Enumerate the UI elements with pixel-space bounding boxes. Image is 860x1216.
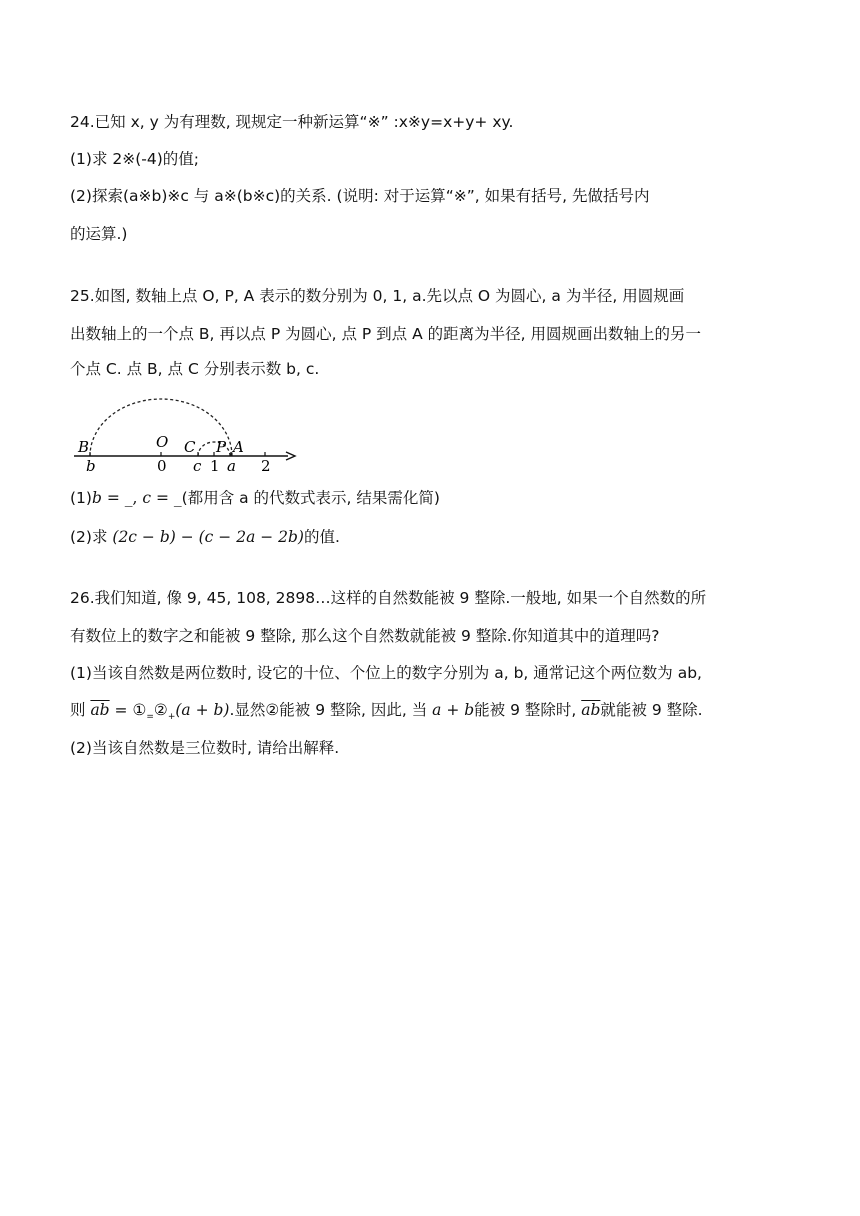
q24-part1: (1)求 2※(-4)的值;: [70, 150, 200, 168]
q25-stem-line3: 个点 C. 点 B, 点 C 分别表示数 b, c.: [70, 360, 320, 378]
q25-part1-eq1: = _,: [101, 489, 143, 507]
q26-part1-end: 就能被 9 整除.: [600, 701, 703, 719]
label-point-C: C: [184, 438, 196, 456]
tick-label-b: b: [86, 457, 96, 472]
q25-part1-prefix: (1): [70, 489, 92, 507]
q26-ab-overline-2: $\overline{ab}$: [581, 701, 601, 719]
q25-part1-var-b: b: [91, 489, 102, 507]
q26-part1-line1: (1)当该自然数是两位数时, 设它的十位、个位上的数字分别为 a, b, 通常记这个两位数为 ab,: [70, 664, 702, 682]
q25-stem-line1: 25.如图, 数轴上点 O, P, A 表示的数分别为 0, 1, a.先以点 O 为圆心, a 为半径, 用圆规画: [70, 287, 685, 305]
label-point-O: O: [156, 433, 169, 451]
q26-ab-overline: $\overline{ab}$: [90, 701, 110, 719]
q26-part1-mid: .显然②能被 9 整除, 因此, 当: [229, 701, 433, 719]
tick-label-a: a: [227, 457, 236, 472]
q26-stem-line2: 有数位上的数字之和能被 9 整除, 那么这个自然数就能被 9 整除.你知道其中的道理吗?: [70, 627, 660, 645]
q24-stem: 24.已知 x, y 为有理数, 现规定一种新运算“※” :x※y=x+y+ xy.: [70, 113, 514, 131]
tick-label-2: 2: [261, 457, 271, 472]
label-point-A: A: [233, 438, 244, 456]
q25-part1: [70, 488, 440, 508]
q26-a-plus-b-2: a + b: [432, 701, 475, 719]
q26-part1-mid2: 能被 9 整除时,: [474, 701, 582, 719]
q25-part1-var-c: c: [142, 489, 152, 507]
q26-sub-plus: +: [167, 712, 176, 722]
q24-part2-line1: (2)探索(a※b)※c 与 a※(b※c)的关系. (说明: 对于运算“※”, 如果有括号, 先做括号内: [70, 187, 650, 205]
q26-eq-blank1: = ①: [109, 701, 147, 719]
tick-label-1: 1: [210, 457, 220, 472]
q26-part1-then: 则: [70, 701, 91, 719]
q26-blank2: ②: [153, 701, 168, 719]
q26-part1-line2: [70, 700, 703, 727]
q25-part1-eq2: = _: [151, 489, 182, 507]
tick-label-0: 0: [157, 457, 167, 472]
q25-part1-note: (都用含 a 的代数式表示, 结果需化简): [181, 489, 440, 507]
q26-sub-eq: =: [146, 712, 154, 722]
q25-stem-line2: 出数轴上的一个点 B, 再以点 P 为圆心, 点 P 到点 A 的距离为半径, 用圆规画出数轴上的另一: [70, 325, 701, 343]
q25-part2-suffix: 的值.: [303, 528, 340, 546]
q26-stem-line1: 26.我们知道, 像 9, 45, 108, 2898…这样的自然数能被 9 整除.一般地, 如果一个自然数的所: [70, 589, 707, 607]
label-point-B: B: [78, 438, 90, 456]
q25-part2-expr: (2c − b) − (c − 2a − 2b): [112, 528, 304, 546]
label-point-P: P: [216, 438, 227, 456]
number-line-figure: [70, 382, 305, 472]
q26-part2: (2)当该自然数是三位数时, 请给出解释.: [70, 739, 340, 757]
q26-a-plus-b: (a + b): [175, 701, 230, 719]
q24-part2-line2: 的运算.): [70, 225, 128, 243]
q25-part2-prefix: (2)求: [70, 528, 113, 546]
q25-part2: [70, 527, 340, 547]
tick-label-c: c: [193, 457, 202, 472]
